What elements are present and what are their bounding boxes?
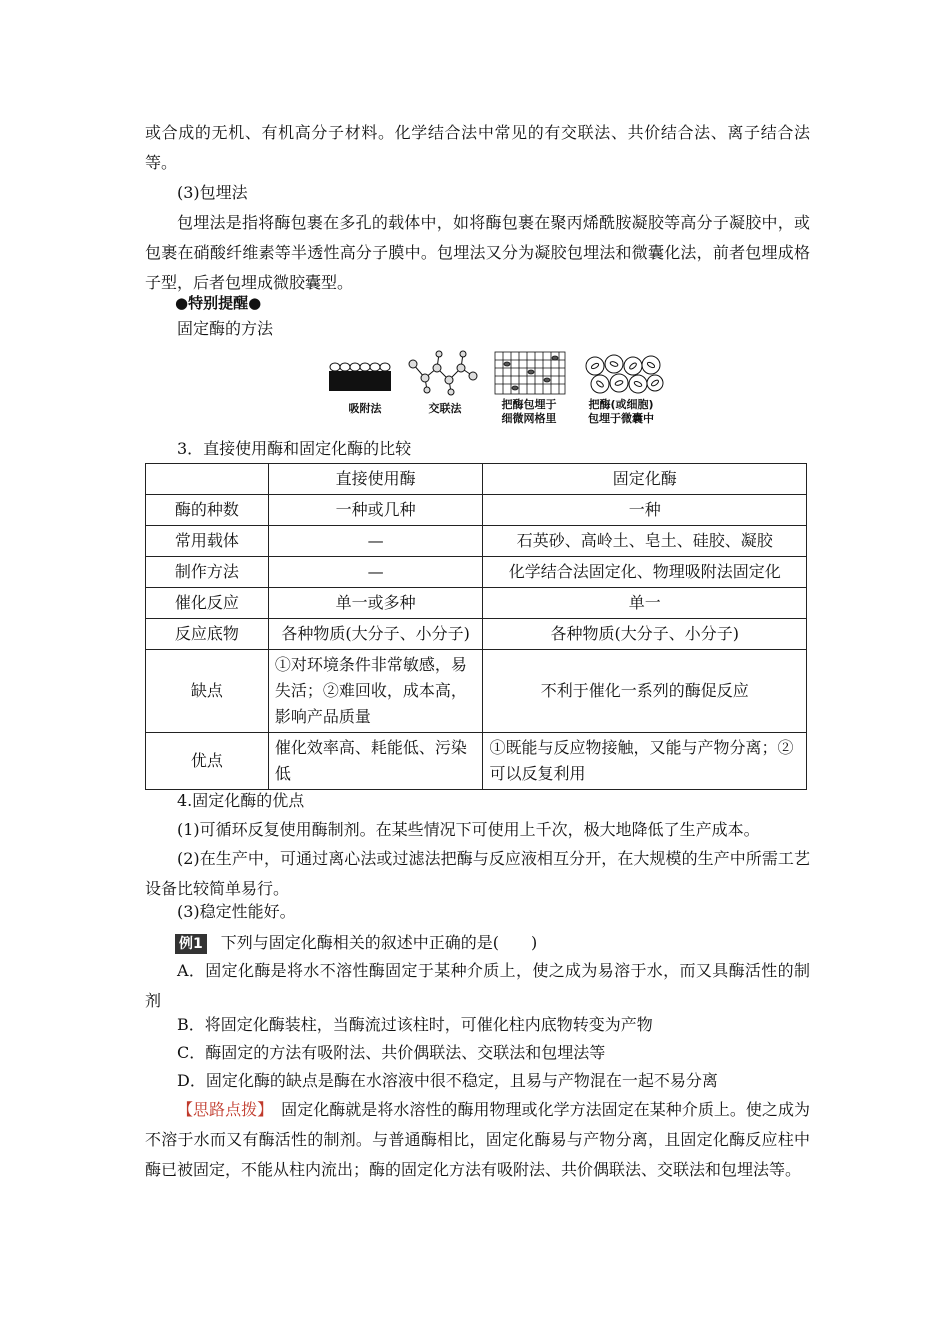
immobilization-figure <box>325 346 665 432</box>
special-reminder-title: ●特别提醒● <box>175 294 262 312</box>
table-cell: — <box>268 557 483 588</box>
table-cell: 不利于催化一系列的酶促反应 <box>483 650 807 733</box>
option-c: C．酶固定的方法有吸附法、共价偶联法、交联法和包埋法等 <box>177 1043 606 1062</box>
table-cell: 石英砂、高岭土、皂土、硅胶、凝胶 <box>483 526 807 557</box>
table-cell: 单一或多种 <box>268 588 483 619</box>
table-row <box>146 495 807 526</box>
table-cell: 一种 <box>483 495 807 526</box>
row-label: 反应底物 <box>146 619 269 650</box>
hint-text: 固定化酶就是将水溶性的酶用物理或化学方法固定在某种介质上。使之成为不溶于水而又有酶活性的制剂。与普通酶相比，固定化酶易与产物分离，且固定化酶反应柱中酶已被固定，不能从柱内流出；酶的固定化方法有吸附法、共价偶联法、交联法和包埋法等。 <box>145 1100 810 1179</box>
table-row <box>146 733 807 790</box>
table-header-row <box>146 464 807 495</box>
mesh-diagram <box>495 352 565 394</box>
table-row <box>146 557 807 588</box>
table-row <box>146 650 807 733</box>
example-question: 下列与固定化酶相关的叙述中正确的是( ) <box>220 933 538 952</box>
label-mesh: 把酶包埋于 细微网格里 <box>501 398 557 425</box>
hint-paragraph <box>145 1095 810 1185</box>
immobilization-diagram <box>325 346 665 398</box>
paragraph-embedding-method: 包埋法是指将酶包裹在多孔的载体中，如将酶包裹在聚丙烯酰胺凝胶等高分子凝胶中，或包裹在硝酸纤维素等半透性高分子膜中。包埋法又分为凝胶包埋法和微囊化法，前者包埋成格子型，后者包埋成微胶囊型。 <box>145 213 810 292</box>
advantage-item: (1)可循环反复使用酶制剂。在某些情况下可使用上千次，极大地降低了生产成本。 <box>177 820 760 839</box>
option-d: D．固定化酶的缺点是酶在水溶液中很不稳定，且易与产物混在一起不易分离 <box>177 1071 718 1090</box>
reminder-subtitle: 固定酶的方法 <box>177 319 274 338</box>
table-row <box>146 588 807 619</box>
table-header-cell: 固定化酶 <box>483 464 807 495</box>
example-question-line <box>175 928 810 958</box>
table-cell: 催化效率高、耗能低、污染低 <box>268 733 483 790</box>
table-cell: 各种物质(大分子、小分子) <box>268 619 483 650</box>
microcapsule-diagram <box>586 355 663 393</box>
heading-embedding-method: (3)包埋法 <box>177 183 248 202</box>
table-header-cell: 直接使用酶 <box>268 464 483 495</box>
advantage-item: (2)在生产中，可通过离心法或过滤法把酶与反应液相互分开，在大规模的生产中所需工艺设备比较简单易行。 <box>145 849 810 898</box>
paragraph-binding-methods: 或合成的无机、有机高分子材料。化学结合法中常见的有交联法、共价结合法、离子结合法等。 <box>145 123 810 172</box>
row-label: 缺点 <box>146 650 269 733</box>
section3-heading: 3．直接使用酶和固定化酶的比较 <box>177 439 412 458</box>
crosslink-diagram <box>409 351 477 395</box>
row-label: 酶的种数 <box>146 495 269 526</box>
table-cell: 化学结合法固定化、物理吸附法固定化 <box>483 557 807 588</box>
option-b: B．将固定化酶装柱，当酶流过该柱时，可催化柱内底物转变为产物 <box>177 1015 653 1034</box>
table-row <box>146 619 807 650</box>
table-cell: 单一 <box>483 588 807 619</box>
row-label: 催化反应 <box>146 588 269 619</box>
row-label: 优点 <box>146 733 269 790</box>
adsorption-diagram <box>329 363 391 391</box>
table-cell: — <box>268 526 483 557</box>
label-adsorption: 吸附法 <box>348 402 382 415</box>
table-row <box>146 526 807 557</box>
row-label: 常用载体 <box>146 526 269 557</box>
comparison-table <box>145 463 807 790</box>
table-cell: 各种物质(大分子、小分子) <box>483 619 807 650</box>
table-cell: ①既能与反应物接触，又能与产物分离；②可以反复利用 <box>483 733 807 790</box>
example-badge: 例1 <box>175 934 207 954</box>
table-cell: ①对环境条件非常敏感，易失活；②难回收，成本高，影响产品质量 <box>268 650 483 733</box>
advantage-item: (3)稳定性能好。 <box>177 902 296 921</box>
option-a: A．固定化酶是将水不溶性酶固定于某种介质上，使之成为易溶于水，而又具酶活性的制剂 <box>145 961 810 1010</box>
label-microcapsule: 把酶(或细胞) 包埋于微囊中 <box>588 398 654 425</box>
label-crosslink: 交联法 <box>428 402 462 415</box>
section4-heading: 4.固定化酶的优点 <box>177 791 305 810</box>
table-cell: 一种或几种 <box>268 495 483 526</box>
row-label: 制作方法 <box>146 557 269 588</box>
table-header-cell <box>146 464 269 495</box>
hint-label: 【思路点拨】 <box>177 1100 266 1119</box>
